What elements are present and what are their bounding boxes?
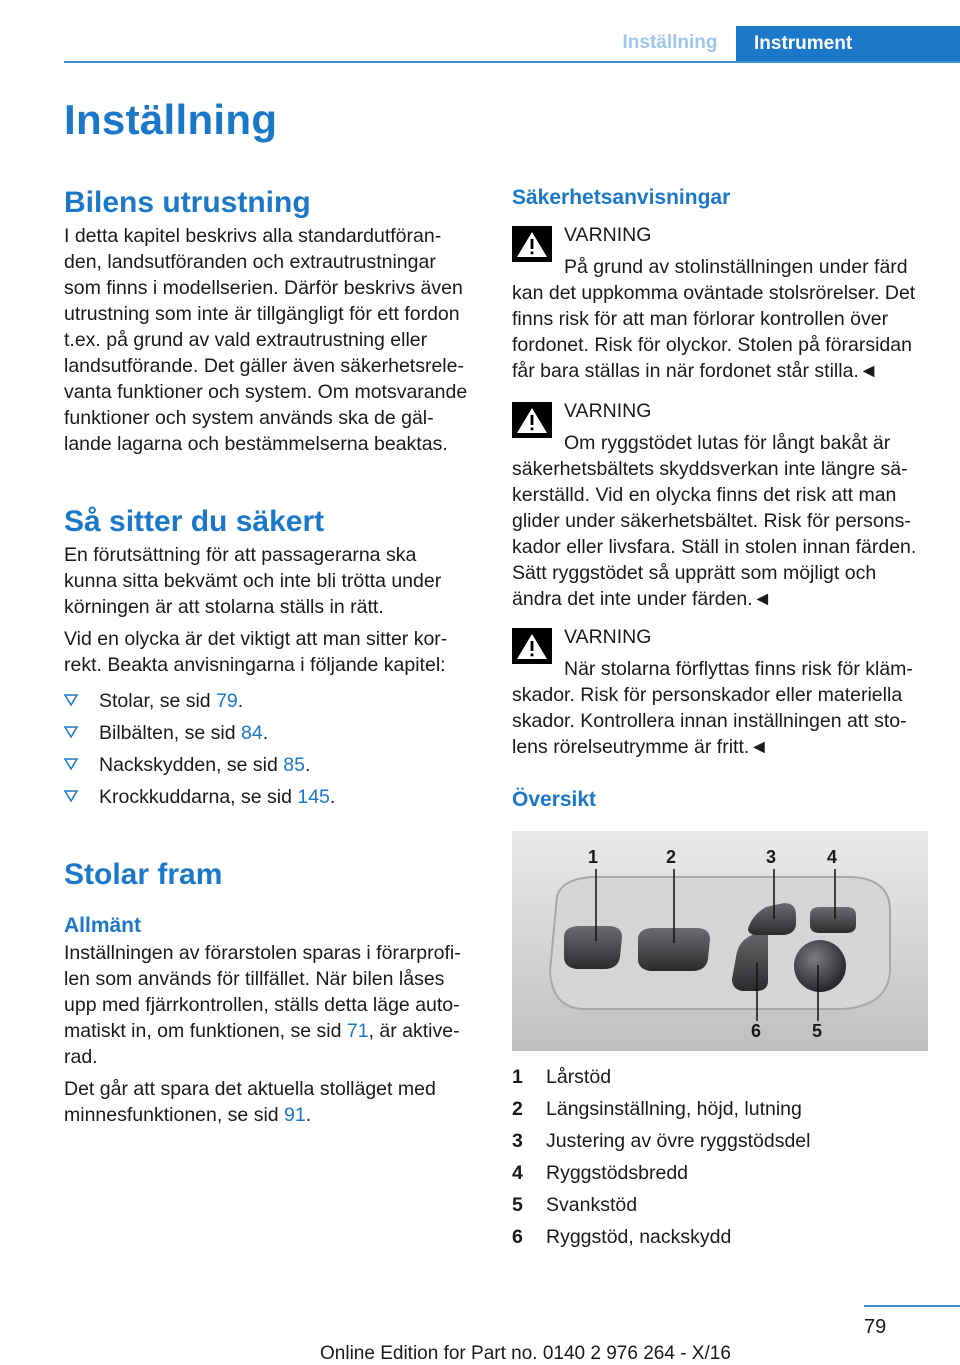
legend-text: Ryggstödsbredd <box>546 1162 689 1184</box>
paragraph-line: kan det uppkomma oväntade stolsrörelser. Det <box>512 282 916 304</box>
legend-row <box>512 1064 926 1096</box>
paragraph-line: skador. Risk för personskador eller materiella <box>512 684 903 706</box>
paragraph-line: funktioner och system används ska de gäl- <box>64 407 434 429</box>
list-item <box>64 688 478 720</box>
paragraph-line: säkerhetsbältets skyddsverkan inte längre sä- <box>512 458 908 480</box>
paragraph-line: ändra det inte under färden.◄ <box>512 588 772 610</box>
paragraph-line: landsutförande. Det gäller även säkerhetsrele- <box>64 355 464 377</box>
overview-legend <box>512 1064 926 1256</box>
triangle-bullet-icon <box>64 725 78 739</box>
paragraph-line: glider under säkerhetsbältet. Risk för persons- <box>512 510 911 532</box>
header-rule <box>64 61 960 63</box>
paragraph-line: I detta kapitel beskrivs alla standardutföran- <box>64 225 442 247</box>
paragraph-line: Inställningen av förarstolen sparas i förarprofi- <box>64 942 461 964</box>
warning-label: VARNING <box>564 400 652 422</box>
list-item-end: . <box>237 690 244 712</box>
chapter-list <box>64 688 478 816</box>
page-title: Inställning <box>64 96 278 143</box>
paragraph-line: Om ryggstödet lutas för långt bakåt är <box>564 432 891 454</box>
list-item-text: Stolar, se sid <box>99 690 217 712</box>
seat-controls-photo <box>512 831 928 1051</box>
text-run: , är aktive- <box>368 1020 460 1042</box>
footer-edition: Online Edition for Part no. 0140 2 976 264 - X/16 <box>320 1343 731 1364</box>
paragraph-line: finns risk för att man förlorar kontrollen över <box>512 308 889 330</box>
paragraph-line: När stolarna förflyttas finns risk för kläm- <box>564 658 913 680</box>
paragraph-line: rekt. Beakta anvisningarna i följande kapitel: <box>64 654 446 676</box>
callout-number: 3 <box>766 847 777 867</box>
paragraph-line: rad. <box>64 1046 98 1068</box>
footer-rule <box>864 1305 960 1307</box>
page-link[interactable]: 79 <box>216 690 238 712</box>
paragraph-line: kunna sitta bekvämt och inte bli trötta under <box>64 570 442 592</box>
warning-label: VARNING <box>564 626 652 648</box>
page-link[interactable]: 85 <box>283 754 305 776</box>
paragraph-line <box>64 1018 478 1044</box>
subsection-title: Översikt <box>512 788 597 811</box>
text-run: minnesfunktionen, se sid <box>64 1104 285 1126</box>
section-oversikt <box>512 788 926 812</box>
header-tab-instrument[interactable]: Instrument <box>736 26 960 62</box>
warning-triangle-icon <box>512 628 552 664</box>
callout-number: 1 <box>588 847 599 867</box>
section-title: Så sitter du säkert <box>64 505 325 538</box>
legend-number: 6 <box>512 1226 523 1248</box>
list-item <box>64 784 478 816</box>
section-title: Stolar fram <box>64 858 223 891</box>
list-item-end: . <box>304 754 311 776</box>
section-stolar-fram <box>64 858 478 1128</box>
list-item-text: Bilbälten, se sid <box>99 722 241 744</box>
section-title: Bilens utrustning <box>64 186 311 219</box>
warning-block <box>512 624 926 760</box>
legend-number: 4 <box>512 1162 523 1184</box>
paragraph-line: lande lagarna och bestämmelserna beaktas. <box>64 433 448 455</box>
paragraph-line: t.ex. på grund av vald extrautrustning eller <box>64 329 428 351</box>
legend-row <box>512 1192 926 1224</box>
callout-number: 5 <box>812 1021 823 1041</box>
text-run: matiskt in, om funktionen, se sid <box>64 1020 347 1042</box>
paragraph-line: vanta funktioner och system. Om motsvarande <box>64 381 468 403</box>
paragraph-line: kerställd. Vid en olycka finns det risk att man <box>512 484 897 506</box>
page-number: 79 <box>864 1316 887 1338</box>
warning-triangle-icon <box>512 226 552 262</box>
paragraph-line: får bara ställas in när fordonet står stilla.◄ <box>512 360 879 382</box>
paragraph-line: Det går att spara det aktuella stolläget med <box>64 1078 436 1100</box>
list-item-text: Krockkuddarna, se sid <box>99 786 298 808</box>
callout-number: 4 <box>827 847 838 867</box>
callout-number: 6 <box>751 1021 762 1041</box>
paragraph-line: lens rörelseutrymme är fritt.◄ <box>512 736 769 758</box>
section-sakerhetsanvisningar <box>512 186 926 210</box>
list-item <box>64 720 478 752</box>
warning-block <box>512 222 926 384</box>
section-bilens-utrustning <box>64 186 478 457</box>
legend-row <box>512 1160 926 1192</box>
legend-text: Lårstöd <box>546 1066 612 1088</box>
legend-row <box>512 1224 926 1256</box>
legend-number: 1 <box>512 1066 523 1088</box>
legend-text: Svankstöd <box>546 1194 638 1216</box>
legend-row <box>512 1096 926 1128</box>
subsection-title: Säkerhetsanvisningar <box>512 186 731 209</box>
triangle-bullet-icon <box>64 789 78 803</box>
subsection-title: Allmänt <box>64 914 142 937</box>
callout-number: 2 <box>666 847 677 867</box>
paragraph-line: len som används för tillfället. När bilen låses <box>64 968 445 990</box>
list-item <box>64 752 478 784</box>
legend-row <box>512 1128 926 1160</box>
page-link[interactable]: 145 <box>297 786 330 808</box>
legend-text: Ryggstöd, nackskydd <box>546 1226 732 1248</box>
paragraph-line: upp med fjärrkontrollen, ställs detta läge auto- <box>64 994 460 1016</box>
header-tab-installning[interactable]: Inställning <box>622 32 718 53</box>
paragraph-line: utrustning som inte är tillgängligt för ett fordon <box>64 303 460 325</box>
page-link[interactable]: 84 <box>241 722 263 744</box>
paragraph-line: På grund av stolinställningen under färd <box>564 256 908 278</box>
paragraph-line: som finns i modellserien. Därför beskrivs även <box>64 277 463 299</box>
list-item-end: . <box>329 786 336 808</box>
warning-label: VARNING <box>564 224 652 246</box>
paragraph-line: den, landsutföranden och extrautrustningar <box>64 251 436 273</box>
paragraph-line: En förutsättning för att passagerarna ska <box>64 544 417 566</box>
paragraph-line <box>64 1102 478 1128</box>
paragraph-line: Vid en olycka är det viktigt att man sitter kor- <box>64 628 448 650</box>
page-link[interactable]: 91 <box>284 1104 306 1126</box>
section-sa-sitter-du-sakert <box>64 505 478 816</box>
legend-number: 3 <box>512 1130 523 1152</box>
paragraph-line: körningen är att stolarna ställs in rätt. <box>64 596 384 618</box>
triangle-bullet-icon <box>64 693 78 707</box>
page-link[interactable]: 71 <box>346 1020 369 1042</box>
paragraph-line: Sätt ryggstödet så upprätt som möjligt och <box>512 562 877 584</box>
legend-number: 5 <box>512 1194 523 1216</box>
paragraph-line: fordonet. Risk för olyckor. Stolen på förarsidan <box>512 334 912 356</box>
legend-text: Justering av övre ryggstödsdel <box>546 1130 811 1152</box>
warning-triangle-icon <box>512 402 552 438</box>
legend-text: Längsinställning, höjd, lutning <box>546 1098 802 1120</box>
paragraph-line: kador eller livsfara. Ställ in stolen innan färden. <box>512 536 917 558</box>
legend-number: 2 <box>512 1098 523 1120</box>
list-item-end: . <box>262 722 269 744</box>
list-item-text: Nackskydden, se sid <box>99 754 284 776</box>
paragraph-line: skador. Kontrollera innan inställningen att sto- <box>512 710 907 732</box>
text-run: . <box>305 1104 312 1126</box>
triangle-bullet-icon <box>64 757 78 771</box>
warning-block <box>512 398 926 612</box>
seat-controls-illustration <box>512 831 928 1051</box>
